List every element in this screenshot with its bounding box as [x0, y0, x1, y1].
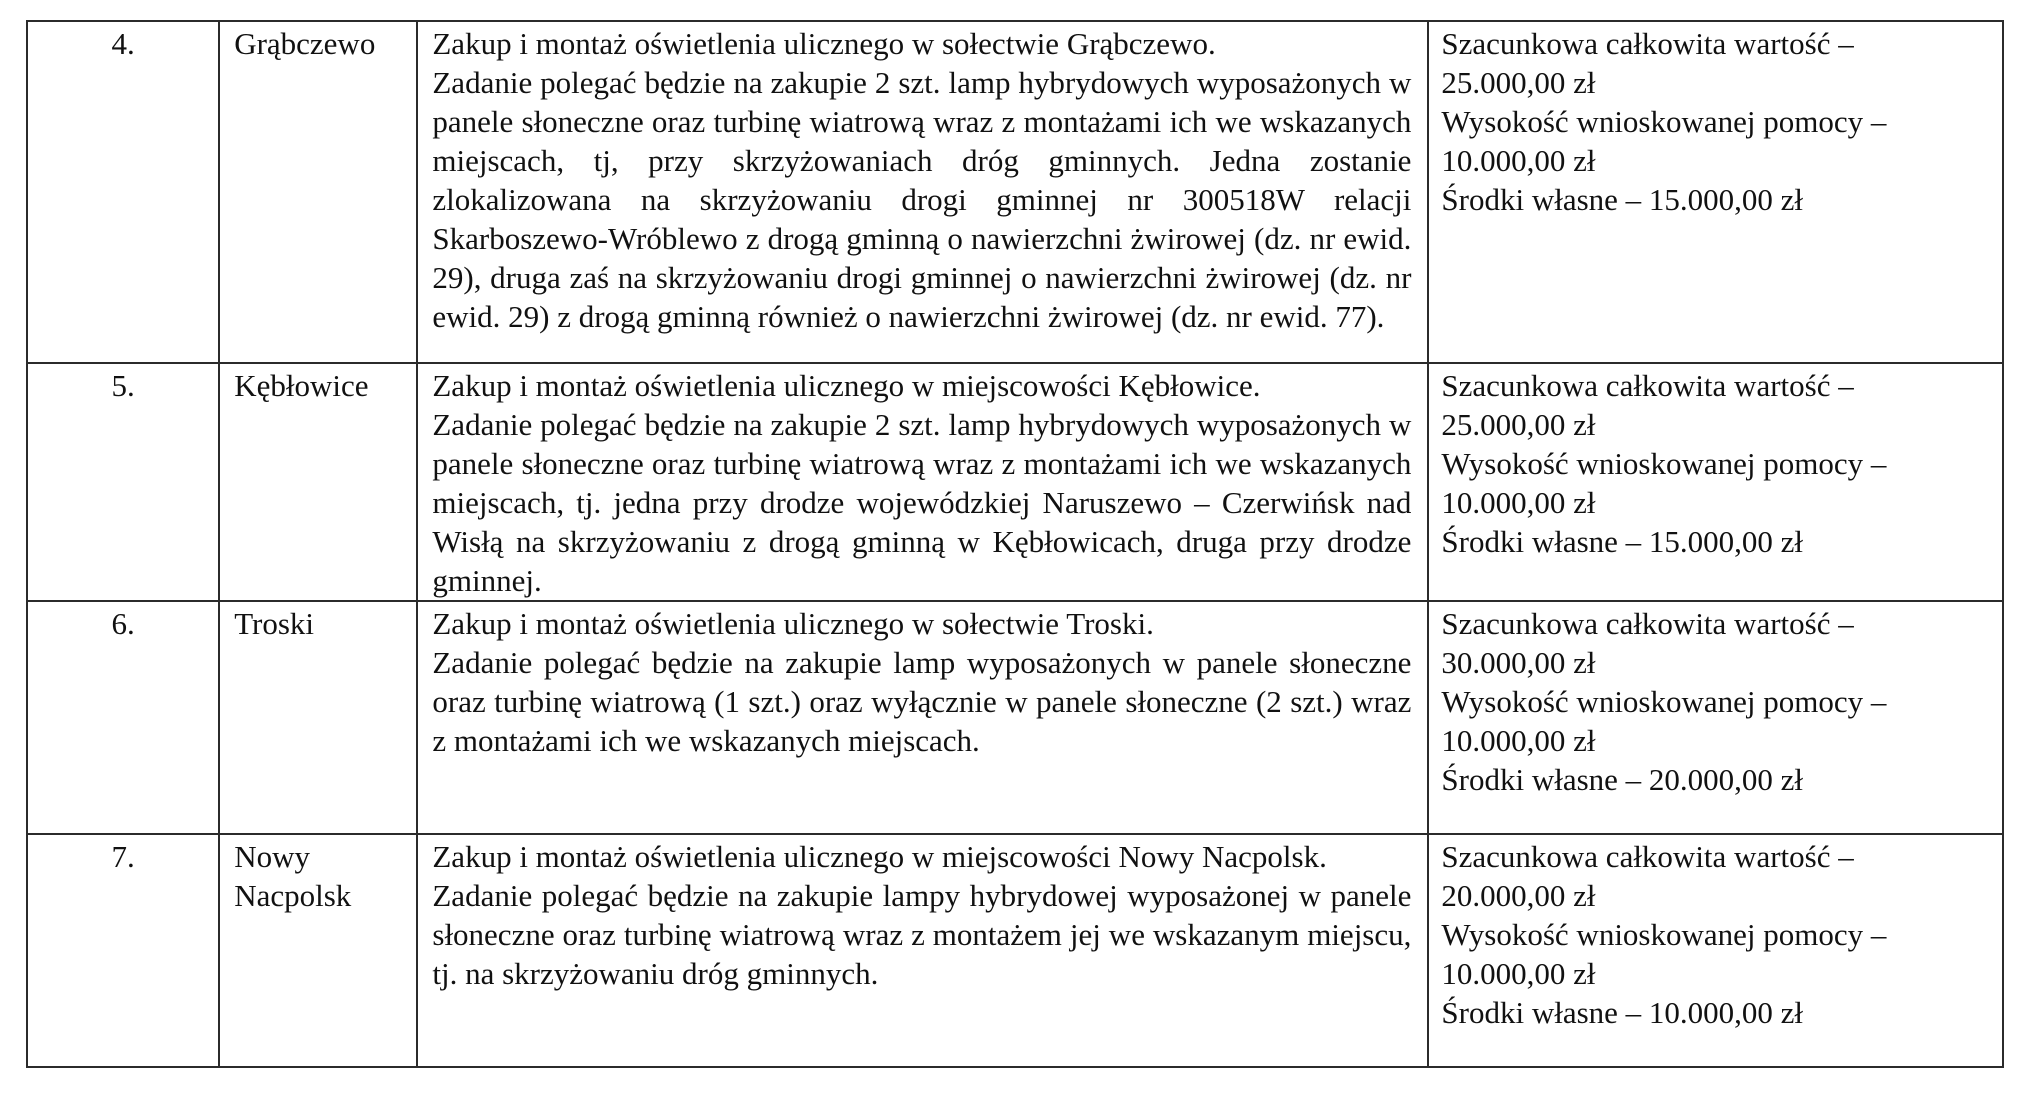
cost-cell: [1428, 21, 2003, 363]
task-description: Zadanie polegać będzie na zakupie lampy hybrydowej wyposażonej w panele słoneczne oraz turbinę wiatrową wraz z montażem jej we wskazanym miejscu, tj. na skrzyżowaniu dróg gminnych.: [432, 878, 1412, 991]
cost-cell: [1428, 601, 2003, 834]
table-row: [27, 834, 2003, 1067]
task-description-cell: [417, 834, 1428, 1067]
task-title: Zakup i montaż oświetlenia ulicznego w sołectwie Grąbczewo.: [432, 26, 1216, 61]
task-description: Zadanie polegać będzie na zakupie lamp wyposażonych w panele słoneczne oraz turbinę wiatrową (1 szt.) oraz wyłącznie w panele słoneczne (2 szt.) wraz z montażami ich we wskazanych miejscach.: [432, 645, 1412, 758]
aid-label: Wysokość wnioskowanej pomocy –: [1441, 684, 1887, 719]
row-number: 6.: [27, 601, 219, 834]
village-name: Nowy Nacpolsk: [219, 834, 417, 1067]
total-value-amount: 25.000,00 zł: [1441, 407, 1596, 442]
task-description: Zadanie polegać będzie na zakupie 2 szt. lamp hybrydowych wyposażonych w panele słoneczne oraz turbinę wiatrową wraz z montażami ich we wskazanych miejscach, tj. jedna przy drodze wojewódzkiej Naruszewo – Czerwińsk nad Wisłą na skrzyżowaniu z drogą gminną w Kębłowicach, druga przy drodze gminnej.: [432, 407, 1412, 598]
total-value-label: Szacunkowa całkowita wartość –: [1441, 839, 1854, 874]
aid-amount: 10.000,00 zł: [1441, 143, 1596, 178]
own-funds: Środki własne – 10.000,00 zł: [1441, 995, 1804, 1030]
own-funds: Środki własne – 20.000,00 zł: [1441, 762, 1804, 797]
task-description-cell: [417, 363, 1428, 601]
village-name: Grąbczewo: [219, 21, 417, 363]
own-funds: Środki własne – 15.000,00 zł: [1441, 182, 1804, 217]
row-number: 5.: [27, 363, 219, 601]
task-title: Zakup i montaż oświetlenia ulicznego w sołectwie Troski.: [432, 606, 1154, 641]
task-description-cell: [417, 21, 1428, 363]
cost-cell: [1428, 834, 2003, 1067]
aid-amount: 10.000,00 zł: [1441, 723, 1596, 758]
row-number: 4.: [27, 21, 219, 363]
row-number: 7.: [27, 834, 219, 1067]
table-row: [27, 21, 2003, 363]
total-value-amount: 20.000,00 zł: [1441, 878, 1596, 913]
total-value-label: Szacunkowa całkowita wartość –: [1441, 606, 1854, 641]
table-row: [27, 601, 2003, 834]
total-value-amount: 30.000,00 zł: [1441, 645, 1596, 680]
village-name: Kębłowice: [219, 363, 417, 601]
aid-amount: 10.000,00 zł: [1441, 485, 1596, 520]
task-title: Zakup i montaż oświetlenia ulicznego w miejscowości Kębłowice.: [432, 368, 1261, 403]
total-value-amount: 25.000,00 zł: [1441, 65, 1596, 100]
task-description: Zadanie polegać będzie na zakupie 2 szt. lamp hybrydowych wyposażonych w panele słoneczne oraz turbinę wiatrową wraz z montażami ich we wskazanych miejscach, tj, przy skrzyżowaniach dróg gminnych. Jedna zostanie zlokalizowana na skrzyżowaniu drogi gminnej nr 300518W relacji Skarboszewo-Wróblewo z drogą gminną o nawierzchni żwirowej (dz. nr ewid. 29), druga zaś na skrzyżowaniu drogi gminnej o nawierzchni żwirowej (dz. nr ewid. 29) z drogą gminną również o nawierzchni żwirowej (dz. nr ewid. 77).: [432, 65, 1412, 334]
aid-label: Wysokość wnioskowanej pomocy –: [1441, 446, 1887, 481]
total-value-label: Szacunkowa całkowita wartość –: [1441, 26, 1854, 61]
aid-label: Wysokość wnioskowanej pomocy –: [1441, 917, 1887, 952]
own-funds: Środki własne – 15.000,00 zł: [1441, 524, 1804, 559]
village-name: Troski: [219, 601, 417, 834]
total-value-label: Szacunkowa całkowita wartość –: [1441, 368, 1854, 403]
table-row: [27, 363, 2003, 601]
aid-label: Wysokość wnioskowanej pomocy –: [1441, 104, 1887, 139]
task-description-cell: [417, 601, 1428, 834]
aid-amount: 10.000,00 zł: [1441, 956, 1596, 991]
tasks-table: [26, 20, 2004, 1068]
cost-cell: [1428, 363, 2003, 601]
task-title: Zakup i montaż oświetlenia ulicznego w miejscowości Nowy Nacpolsk.: [432, 839, 1327, 874]
